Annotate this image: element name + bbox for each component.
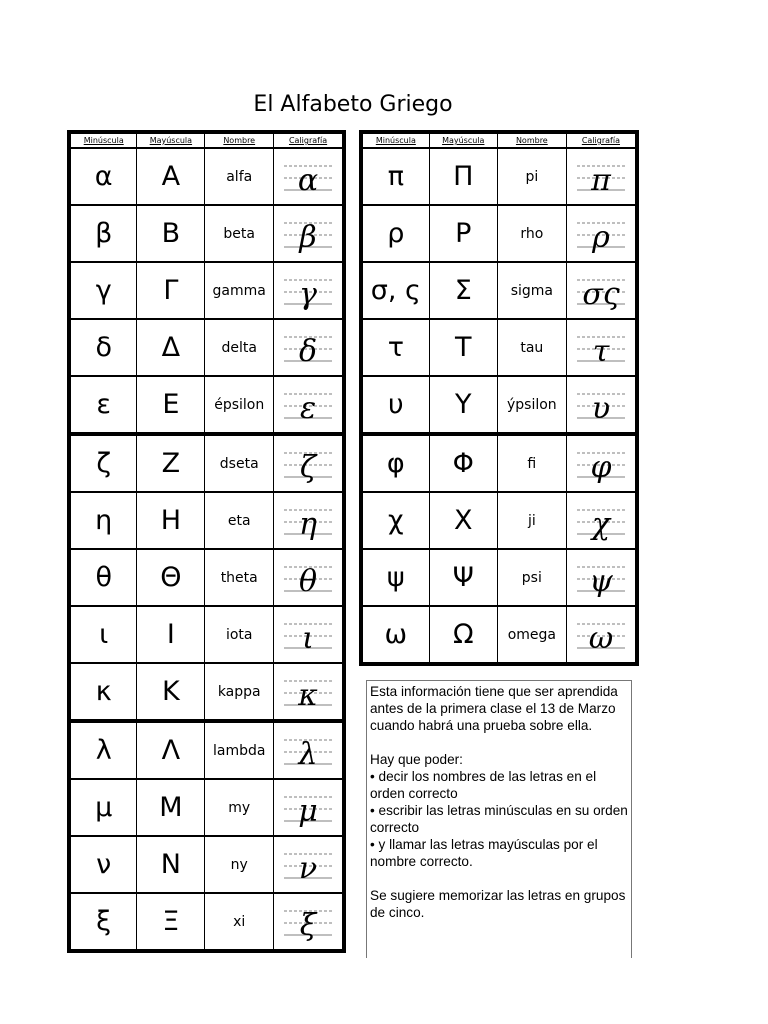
handwritten-glyph: ι <box>302 620 314 656</box>
header-name: Nombre <box>205 132 274 148</box>
handwritten-glyph: ε <box>299 390 317 426</box>
lowercase-letter: φ <box>361 434 429 492</box>
letter-name: my <box>205 779 274 836</box>
header-calligraphy: Caligrafía <box>274 132 344 148</box>
letter-name: pi <box>497 148 566 205</box>
letter-row <box>361 549 637 606</box>
handwritten-glyph: κ <box>298 677 318 713</box>
handwriting-sample-icon <box>573 380 629 430</box>
letter-name: xi <box>205 893 274 951</box>
uppercase-letter: Β <box>137 205 205 262</box>
uppercase-letter: Τ <box>429 319 497 376</box>
letter-name: sigma <box>497 262 566 319</box>
left-alphabet-table <box>67 130 346 953</box>
lowercase-letter: θ <box>69 549 137 606</box>
handwriting-sample-icon <box>573 266 629 316</box>
lowercase-letter: μ <box>69 779 137 836</box>
lowercase-letter: ξ <box>69 893 137 951</box>
calligraphy-guide <box>566 319 637 376</box>
letter-row <box>69 262 344 319</box>
letter-row <box>69 319 344 376</box>
letter-name: épsilon <box>205 376 274 434</box>
calligraphy-guide <box>566 606 637 664</box>
letter-row <box>69 205 344 262</box>
handwritten-glyph: θ <box>299 563 318 599</box>
handwritten-glyph: ω <box>588 620 614 656</box>
uppercase-letter: Κ <box>137 663 205 721</box>
handwritten-glyph: δ <box>299 333 318 369</box>
calligraphy-guide <box>274 492 344 549</box>
lowercase-letter: ε <box>69 376 137 434</box>
lowercase-letter: ρ <box>361 205 429 262</box>
letter-name: theta <box>205 549 274 606</box>
uppercase-letter: Α <box>137 148 205 205</box>
uppercase-letter: Ε <box>137 376 205 434</box>
calligraphy-guide <box>274 205 344 262</box>
calligraphy-guide <box>566 148 637 205</box>
header-uppercase: Mayúscula <box>137 132 205 148</box>
note-bullet: • decir los nombres de las letras en el orden correcto <box>370 769 597 801</box>
handwritten-glyph: λ <box>298 736 318 772</box>
lowercase-letter: σ, ς <box>361 262 429 319</box>
calligraphy-guide <box>274 663 344 721</box>
handwritten-glyph: ψ <box>589 563 613 599</box>
uppercase-letter: Μ <box>137 779 205 836</box>
lowercase-letter: υ <box>361 376 429 434</box>
uppercase-letter: Γ <box>137 262 205 319</box>
uppercase-letter: Η <box>137 492 205 549</box>
letter-row <box>69 549 344 606</box>
letter-name: ji <box>497 492 566 549</box>
uppercase-letter: Σ <box>429 262 497 319</box>
calligraphy-guide <box>274 434 344 492</box>
calligraphy-guide <box>274 606 344 663</box>
handwritten-glyph: ζ <box>299 449 317 485</box>
header-name: Nombre <box>497 132 566 148</box>
lowercase-letter: ζ <box>69 434 137 492</box>
handwritten-glyph: η <box>299 506 318 542</box>
handwriting-sample-icon <box>280 439 336 489</box>
handwritten-glyph: τ <box>592 333 610 369</box>
handwriting-sample-icon <box>280 152 336 202</box>
page-title: El Alfabeto Griego <box>253 92 453 117</box>
header-uppercase: Mayúscula <box>429 132 497 148</box>
uppercase-letter: Ψ <box>429 549 497 606</box>
handwriting-sample-icon <box>280 783 336 833</box>
handwriting-sample-icon <box>280 610 336 660</box>
handwritten-glyph: ξ <box>299 907 317 943</box>
letter-row <box>361 434 637 492</box>
handwriting-sample-icon <box>280 209 336 259</box>
lowercase-letter: ω <box>361 606 429 664</box>
handwriting-sample-icon <box>280 323 336 373</box>
handwriting-sample-icon <box>280 897 336 947</box>
letter-name: tau <box>497 319 566 376</box>
table-header-row <box>69 132 344 148</box>
calligraphy-guide <box>274 148 344 205</box>
calligraphy-guide <box>566 549 637 606</box>
letter-name: gamma <box>205 262 274 319</box>
handwriting-sample-icon <box>280 496 336 546</box>
lowercase-letter: δ <box>69 319 137 376</box>
uppercase-letter: Ρ <box>429 205 497 262</box>
handwritten-glyph: φ <box>590 449 612 485</box>
letter-row <box>69 606 344 663</box>
calligraphy-guide <box>274 836 344 893</box>
lowercase-letter: λ <box>69 721 137 779</box>
handwritten-glyph: υ <box>591 390 611 426</box>
handwriting-sample-icon <box>280 726 336 776</box>
uppercase-letter: Ι <box>137 606 205 663</box>
uppercase-letter: Χ <box>429 492 497 549</box>
handwritten-glyph: ρ <box>592 219 610 255</box>
letter-name: delta <box>205 319 274 376</box>
uppercase-letter: Θ <box>137 549 205 606</box>
lowercase-letter: ψ <box>361 549 429 606</box>
calligraphy-guide <box>566 434 637 492</box>
uppercase-letter: Ξ <box>137 893 205 951</box>
handwritten-glyph: ν <box>298 850 318 886</box>
letter-row <box>69 492 344 549</box>
handwriting-sample-icon <box>573 209 629 259</box>
uppercase-letter: Π <box>429 148 497 205</box>
letter-name: alfa <box>205 148 274 205</box>
handwriting-sample-icon <box>573 439 629 489</box>
uppercase-letter: Υ <box>429 376 497 434</box>
letter-row <box>69 721 344 779</box>
calligraphy-guide <box>566 262 637 319</box>
lowercase-letter: ι <box>69 606 137 663</box>
uppercase-letter: Ω <box>429 606 497 664</box>
letter-row <box>361 319 637 376</box>
calligraphy-guide <box>274 376 344 434</box>
uppercase-letter: Φ <box>429 434 497 492</box>
letter-name: rho <box>497 205 566 262</box>
letter-row <box>69 836 344 893</box>
handwritten-glyph: μ <box>298 793 318 829</box>
lowercase-letter: π <box>361 148 429 205</box>
uppercase-letter: Ν <box>137 836 205 893</box>
note-bullet: • y llamar las letras mayúsculas por el nombre correcto. <box>370 837 598 869</box>
study-note <box>366 680 632 958</box>
header-lowercase: Minúscula <box>361 132 429 148</box>
letter-name: psi <box>497 549 566 606</box>
handwritten-glyph: γ <box>299 276 318 312</box>
right-alphabet-table <box>359 130 639 666</box>
note-suggestion: Se sugiere memorizar las letras en grupos de cinco. <box>370 888 626 920</box>
letter-name: eta <box>205 492 274 549</box>
handwriting-sample-icon <box>280 380 336 430</box>
lowercase-letter: α <box>69 148 137 205</box>
handwritten-glyph: π <box>591 162 611 198</box>
letter-name: lambda <box>205 721 274 779</box>
handwriting-sample-icon <box>573 152 629 202</box>
handwritten-glyph: χ <box>591 506 611 542</box>
note-bullet: • escribir las letras minúsculas en su orden correcto <box>370 803 628 835</box>
letter-row <box>361 606 637 664</box>
table-header-row <box>361 132 637 148</box>
letter-name: ýpsilon <box>497 376 566 434</box>
letter-name: beta <box>205 205 274 262</box>
letter-row <box>361 148 637 205</box>
handwritten-glyph: β <box>299 219 317 255</box>
header-lowercase: Minúscula <box>69 132 137 148</box>
lowercase-letter: β <box>69 205 137 262</box>
lowercase-letter: χ <box>361 492 429 549</box>
handwriting-sample-icon <box>573 610 629 660</box>
handwriting-sample-icon <box>280 553 336 603</box>
uppercase-letter: Δ <box>137 319 205 376</box>
lowercase-letter: ν <box>69 836 137 893</box>
lowercase-letter: τ <box>361 319 429 376</box>
calligraphy-guide <box>274 549 344 606</box>
uppercase-letter: Λ <box>137 721 205 779</box>
letter-row <box>69 434 344 492</box>
letter-row <box>361 205 637 262</box>
letter-row <box>69 779 344 836</box>
handwriting-sample-icon <box>280 667 336 717</box>
letter-name: ny <box>205 836 274 893</box>
handwriting-sample-icon <box>573 553 629 603</box>
calligraphy-guide <box>566 205 637 262</box>
uppercase-letter: Ζ <box>137 434 205 492</box>
note-intro: Esta información tiene que ser aprendida antes de la primera clase el 13 de Marzo cuando habrá una prueba sobre ella. <box>370 684 618 733</box>
letter-name: kappa <box>205 663 274 721</box>
calligraphy-guide <box>274 721 344 779</box>
handwritten-glyph: σς <box>582 276 620 312</box>
calligraphy-guide <box>274 779 344 836</box>
lowercase-letter: κ <box>69 663 137 721</box>
calligraphy-guide <box>566 376 637 434</box>
calligraphy-guide <box>274 893 344 951</box>
header-calligraphy: Caligrafía <box>566 132 637 148</box>
handwriting-sample-icon <box>280 840 336 890</box>
lowercase-letter: η <box>69 492 137 549</box>
lowercase-letter: γ <box>69 262 137 319</box>
letter-name: omega <box>497 606 566 664</box>
letter-row <box>361 262 637 319</box>
handwriting-sample-icon <box>280 266 336 316</box>
calligraphy-guide <box>274 262 344 319</box>
letter-row <box>361 492 637 549</box>
handwriting-sample-icon <box>573 496 629 546</box>
letter-row <box>69 893 344 951</box>
letter-row <box>69 148 344 205</box>
letter-row <box>361 376 637 434</box>
letter-name: fi <box>497 434 566 492</box>
letter-name: dseta <box>205 434 274 492</box>
letter-row <box>69 663 344 721</box>
note-requirement-heading: Hay que poder: <box>370 752 463 767</box>
handwriting-sample-icon <box>573 323 629 373</box>
calligraphy-guide <box>274 319 344 376</box>
letter-name: iota <box>205 606 274 663</box>
calligraphy-guide <box>566 492 637 549</box>
handwritten-glyph: α <box>297 162 319 198</box>
letter-row <box>69 376 344 434</box>
